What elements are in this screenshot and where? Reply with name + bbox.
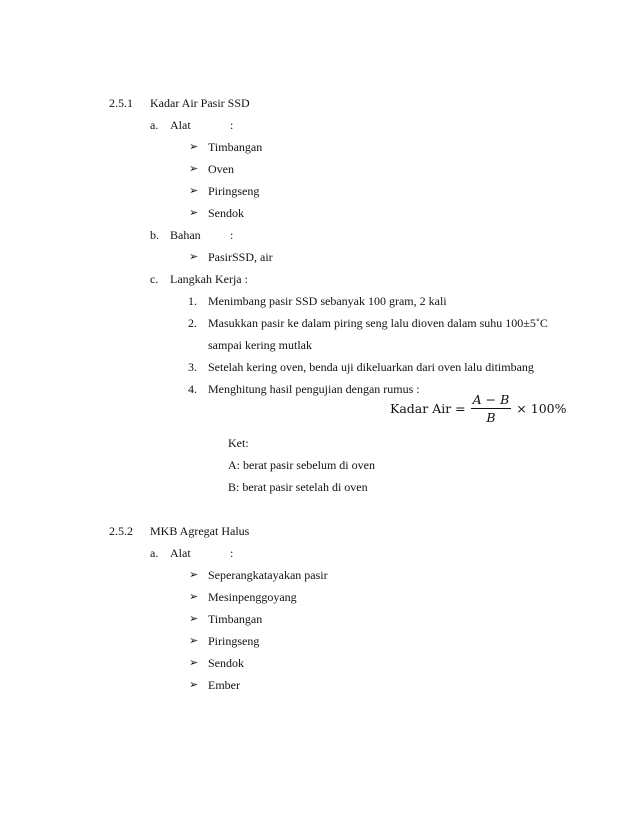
formula-denominator: B [486,410,496,425]
list-item: Piringseng [208,184,260,198]
list-item: Mesinpenggoyang [208,590,297,604]
langkah-label: Langkah Kerja : [170,272,248,286]
list-item: Timbangan [208,140,263,154]
alat-colon: : [230,546,234,560]
list-letter: a. [150,118,159,132]
step-number: 4. [188,382,197,396]
list-item: Sendok [208,206,244,220]
list-letter: c. [150,272,159,286]
list-item: PasirSSD, air [208,250,273,264]
alat-label: Alat [170,546,191,560]
formula-numerator: A − B [472,392,510,407]
step-text: Menghitung hasil pengujian dengan rumus : [208,382,420,396]
list-item: Ember [208,678,240,692]
arrow-bullet-icon: ➢ [189,162,199,175]
step-text: Menimbang pasir SSD sebanyak 100 gram, 2 kali [208,294,447,308]
list-letter: a. [150,546,159,560]
alat-colon: : [230,118,234,132]
arrow-bullet-icon: ➢ [189,612,199,625]
section-title: Kadar Air Pasir SSD [150,96,250,110]
step-number: 3. [188,360,197,374]
arrow-bullet-icon: ➢ [189,568,199,581]
arrow-bullet-icon: ➢ [189,250,199,263]
arrow-bullet-icon: ➢ [189,678,199,691]
step-text: Masukkan pasir ke dalam piring seng lalu dioven dalam suhu 100±5˚C [208,316,548,330]
list-item: Oven [208,162,234,176]
arrow-bullet-icon: ➢ [189,184,199,197]
list-item: Sendok [208,656,244,670]
section-number: 2.5.1 [109,96,133,110]
step-number: 1. [188,294,197,308]
list-item: Seperangkatayakan pasir [208,568,328,582]
ket-a: A: berat pasir sebelum di oven [228,458,375,472]
ket-b: B: berat pasir setelah di oven [228,480,368,494]
step-text: sampai kering mutlak [208,338,312,352]
arrow-bullet-icon: ➢ [189,634,199,647]
list-item: Piringseng [208,634,260,648]
formula-rhs: × 100% [516,401,567,416]
arrow-bullet-icon: ➢ [189,590,199,603]
formula-lhs: Kadar Air = [390,401,466,416]
formula-kadar-air [390,392,566,425]
arrow-bullet-icon: ➢ [189,140,199,153]
list-letter: b. [150,228,159,242]
bahan-colon: : [230,228,234,242]
arrow-bullet-icon: ➢ [189,206,199,219]
step-text: Setelah kering oven, benda uji dikeluarkan dari oven lalu ditimbang [208,360,534,374]
section-title: MKB Agregat Halus [150,524,250,538]
ket-label: Ket: [228,436,249,450]
section-number: 2.5.2 [109,524,133,538]
arrow-bullet-icon: ➢ [189,656,199,669]
bahan-label: Bahan [170,228,201,242]
formula-fraction [471,392,512,425]
alat-label: Alat [170,118,191,132]
step-number: 2. [188,316,197,330]
list-item: Timbangan [208,612,263,626]
